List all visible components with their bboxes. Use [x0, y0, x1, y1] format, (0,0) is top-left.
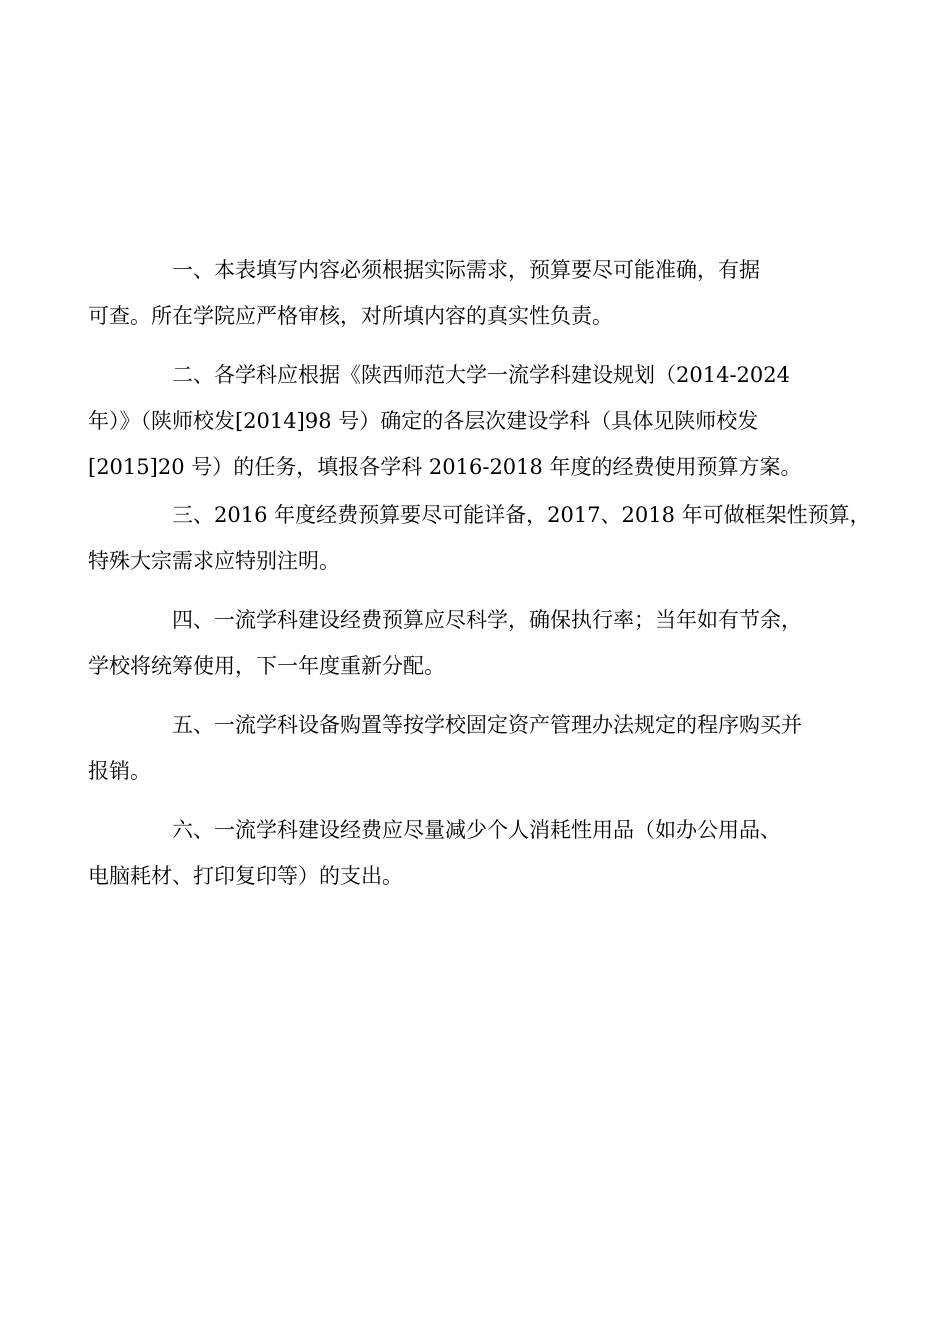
note-2: [88, 352, 830, 490]
note-1: [88, 247, 830, 339]
note-3-line-2: 特殊大宗需求应特别注明。: [88, 549, 340, 573]
notes-section: [88, 247, 871, 899]
note-2-line-2: 年）》（陕师校发[2014]98 号）确定的各层次建设学科（具体见陕师校发: [88, 409, 759, 433]
note-3: [88, 492, 871, 584]
note-1-line-2: 可查。所在学院应严格审核，对所填内容的真实性负责。: [88, 304, 613, 328]
note-5: [88, 702, 830, 794]
note-4: [88, 597, 830, 689]
note-5-line-2: 报销。: [88, 759, 151, 783]
note-6: [88, 807, 830, 899]
note-1-line-1: 一、本表填写内容必须根据实际需求，预算要尽可能准确，有据: [172, 258, 760, 282]
note-2-line-3: [2015]20 号）的任务，填报各学科 2016-2018 年度的经费使用预算方案。: [88, 455, 802, 479]
note-6-line-1: 六、一流学科建设经费应尽量减少个人消耗性用品（如办公用品、: [172, 818, 781, 842]
note-5-line-1: 五、一流学科设备购置等按学校固定资产管理办法规定的程序购买并: [172, 713, 802, 737]
note-2-line-1: 二、各学科应根据《陕西师范大学一流学科建设规划（2014-2024: [172, 363, 790, 387]
note-4-line-2: 学校将统筹使用，下一年度重新分配。: [88, 654, 445, 678]
note-6-line-2: 电脑耗材、打印复印等）的支出。: [88, 864, 403, 888]
note-4-line-1: 四、一流学科建设经费预算应尽科学，确保执行率；当年如有节余，: [172, 608, 802, 632]
note-3-line-1: 三、2016 年度经费预算要尽可能详备，2017、2018 年可做框架性预算，: [172, 503, 871, 527]
